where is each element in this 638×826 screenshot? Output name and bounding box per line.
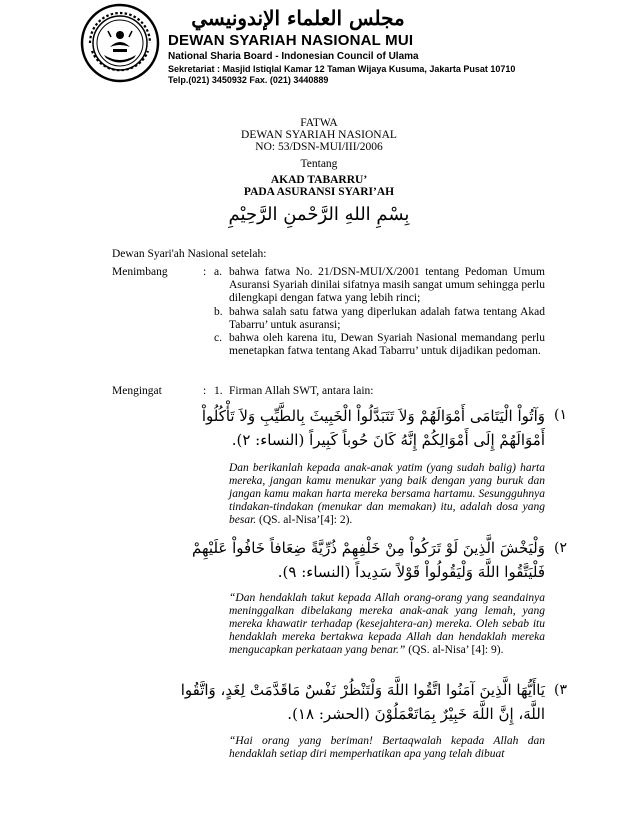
org-phone: Telp.(021) 3450932 Fax. (021) 3440889 [168, 75, 329, 85]
verse-2-arabic-line2: فَلْيَتَّقُوا اللَّهَ وَلْيَقُولُواْ قَوْلاً سَدِيداً (النساء: ٩). [277, 563, 545, 581]
title-subject-2: PADA ASURANSI SYARI’AH [243, 186, 395, 198]
menimbang-c-letter: c. [214, 332, 222, 344]
verse-1-number: (١ [554, 407, 567, 423]
org-english-name: National Sharia Board - Indonesian Council of Ulama [168, 51, 419, 62]
title-tentang: Tentang [300, 158, 338, 170]
title-subject-1: AKAD TABARRU’ [270, 174, 368, 186]
verse-2-arabic-line1: وَلْيَخْشَ الَّذِينَ لَوْ تَرَكُواْ مِنْ خَلْفِهِمْ ذُرِّيَّةً ضِعَافاً خَافُواْ عَلَيْهِمْ [192, 539, 545, 557]
mengingat-1-number: 1. [214, 385, 223, 397]
verse-1-reference: (QS. al-Nisa’[4]: 2). [259, 514, 353, 526]
verse-1-translation: Dan berikanlah kepada anak-anak yatim (yang sudah balig) harta mereka, jangan kamu menukar yang baik dengan yang buruk dan jangan kamu makan harta mereka bersama hartamu. Sesungguhnya tindakan-tindakan (menukar dan memakan) itu, adalah dosa yang besar. (QS. al-Nisa’[4]: 2). [229, 462, 545, 526]
menimbang-colon: : [203, 266, 207, 278]
title-council: DEWAN SYARIAH NASIONAL [241, 129, 397, 141]
mengingat-1-text: Firman Allah SWT, antara lain: [229, 385, 374, 397]
verse-2-number: (٢ [554, 540, 567, 556]
menimbang-c-text: bahwa oleh karena itu, Dewan Syariah Nasional memandang perlu menetapkan fatwa tentang Akad Tabarru’ untuk dijadikan pedoman. [229, 332, 545, 357]
mengingat-label: Mengingat [112, 385, 162, 397]
verse-3-arabic-line1: يَاأَيُّهَا الَّذِينَ آمَنُوا اتَّقُوا اللَّهَ وَلْتَنْظُرْ نَفْسٌ مَاقَدَّمَتْ لِغَدٍ، وَاتَّقُوا [180, 681, 545, 699]
menimbang-b-letter: b. [214, 306, 223, 318]
verse-3-number: (٣ [554, 682, 567, 698]
verse-2-translation: “Dan hendaklah takut kepada Allah orang-orang yang seandainya meninggalkan dibelakang mereka anak-anak yang lemah, yang mereka khawatir terhadap (kesejahtera-an) mereka. Oleh sebab itu hendaklah mereka bertakwa kepada Allah dan hendaklah mereka mengucapkan perkataan yang benar.” (QS. al-Nisa’ [4]: 9). [229, 592, 545, 656]
org-name: DEWAN SYARIAH NASIONAL MUI [168, 32, 414, 49]
mui-seal-logo [80, 3, 160, 83]
menimbang-a-text: bahwa fatwa No. 21/DSN-MUI/X/2001 tentang Pedoman Umum Asuransi Syariah dinilai sifatnya masih sangat umum sehingga perlu dilengkapi dengan fatwa yang lebih rinci; [229, 266, 545, 304]
org-arabic-name: مجلس العلماء الإندونيسي [191, 6, 405, 30]
verse-1-arabic-line2: أَمْوَالَهُمْ إِلَى أَمْوَالِكُمْ إِنَّهُ كَانَ حُوباً كَبِيراً (النساء: ٢). [231, 431, 545, 449]
title-number: NO: 53/DSN-MUI/III/2006 [255, 141, 383, 153]
verse-1-arabic-line1: وَآتُواْ الْيَتَامَى أَمْوَالَهُمْ وَلاَ تَتَبَدَّلُواْ الْخَبِيثَ بِالطَّيِّبِ وَلاَ تَأْكُلُواْ [201, 407, 545, 425]
mengingat-colon: : [203, 385, 207, 397]
menimbang-a-letter: a. [214, 266, 222, 278]
title-fatwa: FATWA [300, 117, 338, 129]
verse-2-reference: (QS. al-Nisa’ [4]: 9). [408, 644, 504, 656]
org-address: Sekretariat : Masjid Istiqlal Kamar 12 Taman Wijaya Kusuma, Jakarta Pusat 10710 [168, 64, 516, 74]
intro-text: Dewan Syari'ah Nasional setelah: [112, 248, 267, 260]
basmalah: بِسْمِ اللهِ الرَّحْمنِ الرَّحِيْمِ [228, 204, 410, 225]
menimbang-b-text: bahwa salah satu fatwa yang diperlukan adalah fatwa tentang Akad Tabarru’ untuk asuransi; [229, 306, 545, 331]
menimbang-label: Menimbang [112, 266, 168, 278]
verse-3-translation: “Hai orang yang beriman! Bertaqwalah kepada Allah dan hendaklah setiap diri memperhatikan apa yang telah dibuat [229, 735, 545, 760]
verse-3-arabic-line2: اللَّهَ، إِنَّ اللَّهَ خَبِيْرٌ بِمَاتَعْمَلُوْنَ (الحشر: ١٨). [287, 705, 545, 723]
